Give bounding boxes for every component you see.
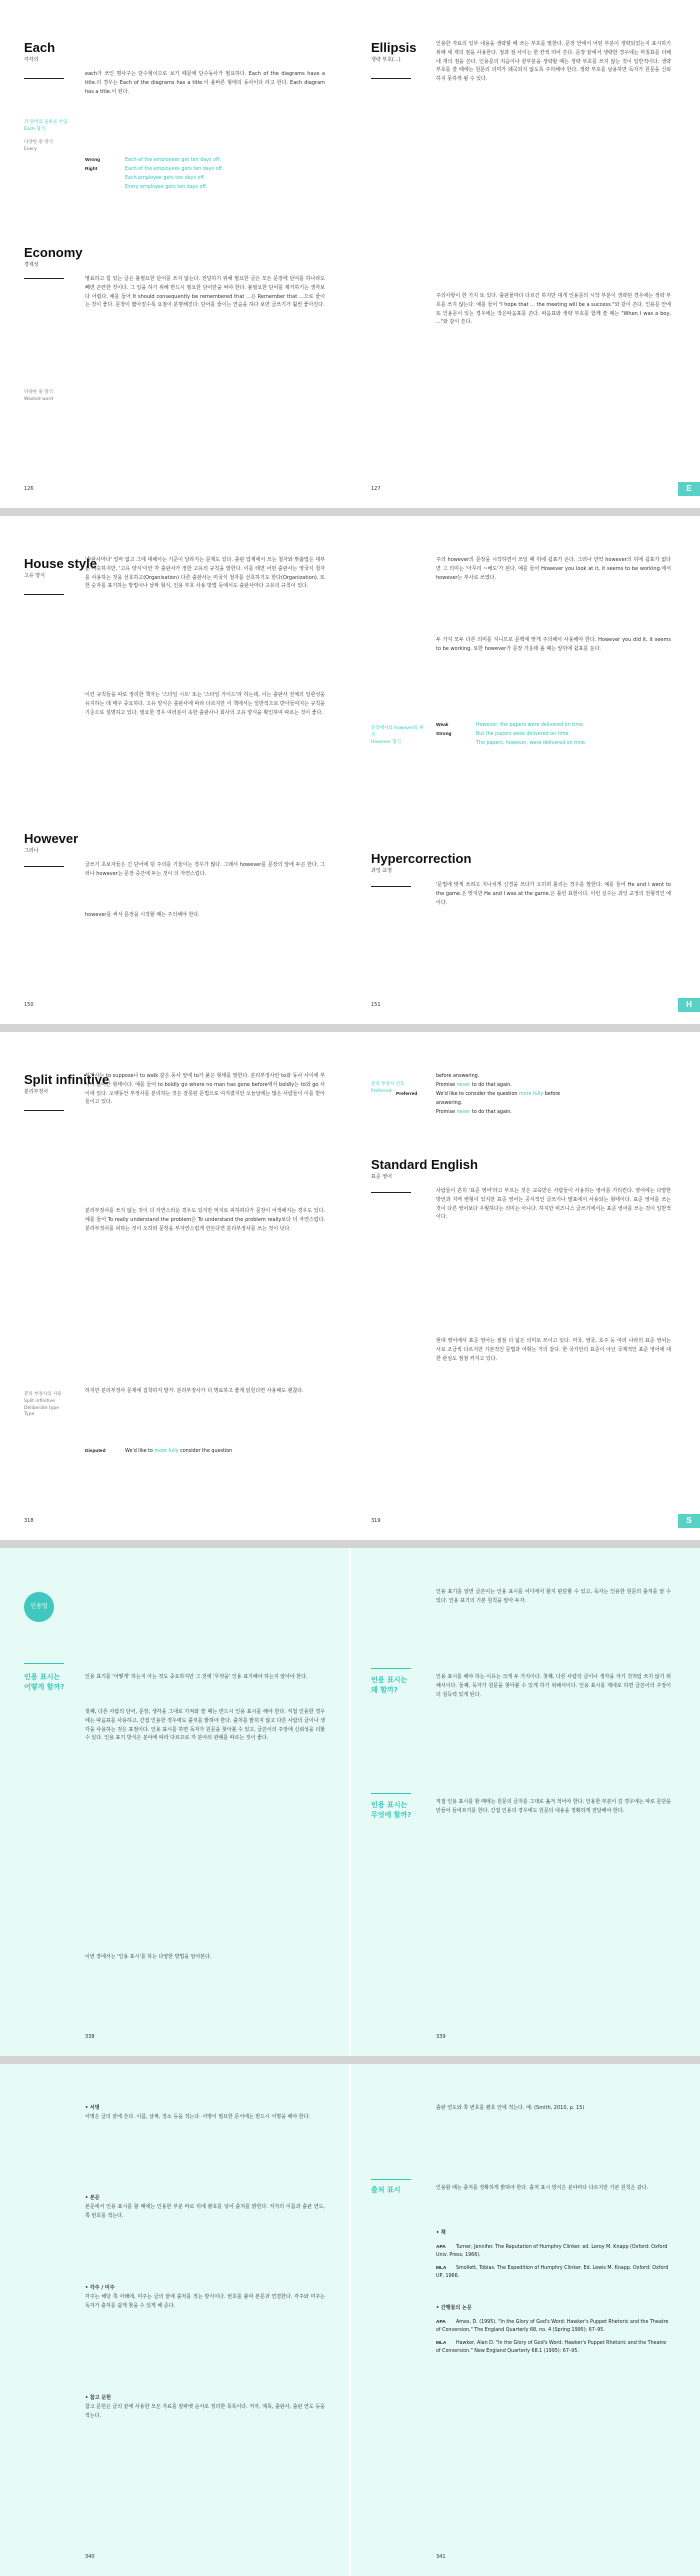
section-label: • 간행물의 논문 [436, 2305, 472, 2311]
body-text: 주의 however의 문장을 시작하면서 쓰일 때 뒤에 쉼표가 온다. 그러나 만약 however의 뒤에 쉼표가 없다면 그 의미는 '아무리 ~해도'가 된다. 예를 들어 However you look at it, it seems to be working.에서 however는 부사로 쓰였다. [436, 557, 671, 581]
reference-item: APA Ames, D. (1995). "In the Glory of God's Word: Hawker's Puppet Rhetoric and the Theatre of Conversion," The England Quarterly 68, no. 4 (Spring 1995): 67–95. [436, 2320, 669, 2333]
page-number: 339 [436, 2034, 446, 2040]
page-318 [0, 1032, 349, 1540]
page-126 [0, 0, 349, 508]
example-line: before answering. [436, 1074, 480, 1079]
example-line: Promise never to do that again. [436, 1110, 512, 1116]
body-text: 분리부정사를 쓰지 않는 것이 더 자연스러운 경우도 있지만 억지로 피하려다가 문장이 어색해지는 경우도 있다. 예를 들어 To really understand the problem은 To understand the problem really보다 더 자연스럽다. 분리부정사를 피하는 것이 오히려 문장을 부자연스럽게 만든다면 분리부정사를 쓰는 것이 낫다. [85, 1208, 325, 1232]
side-note: 문장에서의 however의 위치 However 형식 [371, 726, 424, 745]
example-line: Disputed We'd like to more fully consider the question [85, 1449, 233, 1454]
page-319 [351, 1032, 700, 1540]
reference-item: APA Turner, Jennifer. The Reputation of Humphry Clinker. ed. Leroy M. Knapp (Oxford: Oxford Univ. Press, 1966). [436, 2245, 668, 2258]
section-tab[interactable]: E [678, 482, 700, 496]
side-note: 다양한 용 방식 Wasted word [24, 390, 54, 402]
page-127 [351, 0, 700, 508]
page-number: 127 [371, 486, 381, 492]
body-text: 현대 영어에서 표준 영어는 점점 더 넓은 의미로 쓰이고 있다. 미국, 영국, 호주 등 여러 나라의 표준 영어는 서로 조금씩 다르지만 기본적인 문법과 어휘는 거의 같다. 한 국가만의 표준이 아닌 국제적인 표준 영어에 대한 관심도 점점 커지고 있다. [436, 1338, 671, 1362]
body-text: each가 쓰인 명사구는 단수형이므로 보기 때문에 단수동사가 필요하다. Each of the diagrams have a title.의 경우는 Each of the diagrams has a title.이 올바른 형태의 동사이다 라고 한다. Each diagram has a title.이 된다. [85, 71, 325, 95]
body-text: 첫째, 다른 사람의 단어, 문장, 생각을 그대로 가져와 쓸 때는 반드시 인용 표시를 해야 한다. 직접 인용한 경우에는 따옴표를 사용하고, 간접 인용한 경우에도 출처를 밝혀야 한다. 출처를 밝히지 않고 다른 사람의 글이나 생각을 사용하는 것은 표절이다. 인용 표시를 하면 독자가 원문을 찾아볼 수 있고, 글쓴이의 주장에 신뢰성을 더할 수 있다. 인용 표기 방식은 분야에 따라 다르므로 각 분야의 관례를 따르는 것이 좋다. [85, 1709, 325, 1742]
example-line: Wrong Each of the employees get ten days off. [85, 158, 221, 163]
example-line: answering. [436, 1101, 463, 1107]
body-text: 인용 표시를 해야 하는 이유는 크게 두 가지이다. 첫째, 다른 사람의 글이나 생각을 자기 것처럼 쓰지 않기 위해서이다. 둘째, 독자가 원문을 찾아볼 수 있게 하기 위해서이다. 인용 표시를 제대로 하면 글쓴이의 주장이 더 설득력 있게 된다. [436, 1674, 671, 1698]
body-text: 출판 연도와 쪽 번호를 괄호 안에 적는다. 예: (Smith, 2010, p. 15) [436, 2105, 585, 2111]
spread-3 [0, 1032, 700, 1540]
examples [396, 1072, 676, 1118]
entry-title: Standard English [371, 1157, 478, 1172]
page-number: 341 [436, 2554, 446, 2560]
question-heading: 인용 표시는 무엇에 할까? [371, 1801, 412, 1819]
body-text: 사람들이 흔히 '표준 영어'라고 부르는 것은 교육받은 사람들이 사용하는 영어를 가리킨다. 영어에는 다양한 방언과 지역 변형이 있지만 표준 영어는 공식적인 글쓰기나 발표에서 사용되는 형태이다. 표준 영어를 쓰는 것이 다른 영어보다 우월하다는 의미는 아니다. 하지만 비즈니스 글쓰기에서는 표준 영어를 쓰는 것이 일반적이다. [436, 1188, 671, 1221]
body-text: 부정사는 to suppose나 to walk 같은 동사 앞에 to가 붙은 형태를 말한다. 분리부정사란 to와 동사 사이에 부사가 들어간 형태이다. 예를 들어 to boldly go where no man has gone before에서 boldly는 to와 go 사이에 있다. 오랫동안 부정사를 분리하는 것은 잘못된 문법으로 여겨졌지만 오늘날에는 많은 사람들이 이를 받아들이고 있다. [85, 1073, 325, 1106]
spread-5 [0, 2064, 700, 2576]
divider [371, 1192, 411, 1193]
entry-subtitle: 분리부정사 [24, 1089, 49, 1095]
entry-subtitle: 고유 양식 [24, 573, 45, 579]
body-text: 이번 장에서는 '인용 표시'를 하는 다양한 방법을 알아본다. [85, 1954, 212, 1960]
list-item: • 본문 본문에서 인용 표시를 할 때에는 인용한 부분 바로 뒤에 괄호를 넣어 출처를 밝힌다. 저자의 이름과 출판 연도, 쪽 번호를 적는다. [85, 2195, 325, 2219]
question-heading: 인용 표시는 어떻게 할까? [24, 1673, 65, 1691]
entry-subtitle: 그러나 [24, 848, 39, 854]
divider [371, 886, 411, 887]
divider [371, 1793, 411, 1794]
divider [371, 1668, 411, 1669]
body-text: 인용 표기를 알면 글쓴이는 인용 표시를 어디에서 할지 판단할 수 있고, 독자는 인용한 원문의 출처를 알 수 있다. 인용 표기의 기본 원칙을 알아 두자. [436, 1589, 671, 1604]
entry-title: House style [24, 556, 97, 571]
body-text: however를 써서 문장을 시작할 때는 주의해야 한다. [85, 912, 200, 918]
body-text: 인용할 때는 출처를 정확하게 밝혀야 한다. 출처 표시 방식은 분야마다 다르지만 기본 원칙은 같다. [436, 2185, 649, 2191]
spread-4 [0, 1548, 700, 2056]
entry-subtitle: 경제성 [24, 262, 39, 268]
list-item: • 각주 / 미주 각주는 해당 쪽 아래에, 미주는 글의 끝에 출처를 적는 방식이다. 번호를 붙여 본문과 연결한다. 각주와 미주는 독자가 출처를 쉽게 찾을 수 있게 해 준다. [85, 2285, 325, 2309]
page-number: 338 [85, 2034, 95, 2040]
body-text: 명료하고 힘 있는 글은 불필요한 단어를 쓰지 않는다. 전달하기 위해 필요한 글은 모든 문장에 단어를 하나라도 빼면 곤란한 것이다. 그 일을 하기 위해 반드시 필요한 단어만을 써야 한다. 불필요한 단어를 제거하기는 생각보다 어렵다. 예를 들어 It should consequently be remembered that ...은 Remember that ...으로 줄이는 것이 좋다. 문장이 짧아질수록 요점이 분명해진다. 단어를 줄이는 연습을 하다 보면 글쓰기가 훨씬 좋아진다. [85, 276, 325, 309]
divider [371, 2179, 411, 2180]
spread-2 [0, 516, 700, 1024]
side-note: 분리 부정사의 사용 Split infinitive Deliberate type Type [24, 1392, 62, 1418]
page-number: 318 [24, 1518, 34, 1524]
body-text: 주의사항이 한 가지 또 있다. 출판물마다 다르긴 하지만 대개 인용문의 시작 부분이 생략된 경우에는 생략 부호를 쓰지 않는다. 예를 들어 "I hope that ... the meeting will be a success."와 같이 쓴다. 인용문 안에 또 인용문이 있는 경우에는 작은따옴표를 쓴다. 따옴표와 생략 부호를 함께 쓸 때는 "When I was a boy, ..."와 같이 쓴다. [436, 293, 671, 326]
page-339 [351, 1548, 700, 2056]
example-line: Weak However, the papers were delivered on time. [436, 723, 585, 728]
reference-list [436, 2244, 671, 2281]
page-number: 126 [24, 486, 34, 492]
body-text: 하지만 분리부정사 문제에 집착하지 말자. 분리부정사가 더 명료하고 좋게 읽힌다면 사용해도 괜찮다. [85, 1388, 304, 1394]
entry-subtitle: 각각의 [24, 57, 39, 63]
question-heading: 출처 표시 [371, 2186, 401, 2194]
example-line: Every employee gets ten days off. [125, 185, 208, 191]
spread-1 [0, 0, 700, 508]
body-text: 이런 규칙들을 따로 정리한 책자는 '스타일 시트' 또는 '스타일 가이드'라 하는데, 이는 출판사 전체의 일관성을 유지하는 데 매우 중요하다. 고유 양식은 출판사에 따라 다르지만 이 책에서는 일반적으로 받아들여지는 규칙을 기준으로 설명하고 있다. 필요한 경우 여러분이 속한 출판사나 회사의 고유 양식을 확인하여 따르는 것이 좋다. [85, 692, 325, 716]
body-text: 두 가지 모두 다른 의미를 지니므로 문맥에 맞게 주의해서 사용해야 한다. However you did it, it seems to be working. 또한 however가 문장 가운데 올 때는 앞뒤에 쉼표를 둔다. [436, 637, 671, 652]
entry-title: Ellipsis [371, 40, 417, 55]
entry-title: However [24, 831, 79, 846]
divider [24, 1663, 64, 1664]
divider [24, 278, 64, 279]
examples [85, 156, 325, 192]
section-tab[interactable]: S [678, 1514, 700, 1528]
list-item: • 참고 문헌 참고 문헌은 글의 끝에 사용한 모든 자료를 알파벳 순서로 정리한 목록이다. 저자, 제목, 출판사, 출판 연도 등을 적는다. [85, 2395, 325, 2419]
page-number: 151 [371, 1002, 381, 1008]
entry-subtitle: 생략 부호(...) [371, 57, 401, 63]
entry-subtitle: 표준 영어 [371, 1174, 392, 1180]
entry-subtitle: 과잉 교정 [371, 868, 392, 874]
question-heading: 인용 표시는 왜 할까? [371, 1676, 408, 1694]
divider [24, 594, 64, 595]
example-line: Right Each of the employees gets ten days off. [85, 167, 224, 173]
example-line: Preferred We'd like to consider the question more fully before [396, 1092, 561, 1098]
example-line: Each employee gets ten days off. [125, 176, 206, 182]
divider [24, 1110, 64, 1111]
example-line: Promise never to do that again. [436, 1083, 512, 1089]
page-340 [0, 2064, 349, 2576]
example-line: The papers, however, were delivered on time. [476, 741, 587, 747]
body-text: 인용한 자료의 일부 내용을 생략할 때 쓰는 부호를 말한다. 문장 안에서 어떤 부분이 생략되었는지 표시하기 위해 세 개의 점을 사용한다. 점과 점 사이는 한 칸씩 띄어 쓴다. 문장 끝에서 생략한 경우에는 마침표를 더해 네 개의 점을 쓴다. 인용문의 처음이나 끝부분을 생략할 때는 생략 부호를 쓰지 않는 것이 일반적이다. 생략 부호를 쓸 때에는 원문의 의미가 왜곡되지 않도록 주의해야 한다. 생략 부호를 남용하면 독자가 원문을 신뢰하지 못하게 될 수 있다. [436, 41, 671, 82]
page-150 [0, 516, 349, 1024]
reference-item: MLA Hawker, Alan D. "In the Glory of God's Word: Hawker's Puppet Rhetoric and the Theatre of Conversion." New England Quarterly 68.1 (1995): 67–95. [436, 2341, 667, 2355]
divider [371, 78, 411, 79]
page-number: 150 [24, 1002, 34, 1008]
page-338 [0, 1548, 349, 2056]
entry-title: Economy [24, 245, 83, 260]
examples [436, 721, 671, 748]
divider [24, 866, 64, 867]
side-note: 각 단어의 올바른 쓰임 Each 형식 [24, 120, 68, 132]
side-note: 다양한 용 방식 Every [24, 140, 53, 152]
body-text: 직접 인용 표시를 할 때에는 원문의 글자를 그대로 옮겨 적어야 한다. 인용한 부분이 길 경우에는 따로 문단을 만들어 들여쓰기를 한다. 간접 인용의 경우에도 원문의 내용을 정확하게 전달해야 한다. [436, 1799, 671, 1814]
entry-title: Each [24, 40, 56, 55]
body-text: 글쓰기 초보자들은 긴 단어에 덜 주의를 기울이는 경우가 많다. 그래서 however를 문장의 앞에 두곤 한다. 그러나 however는 문장 중간에 두는 것이 더 자연스럽다. [85, 862, 325, 877]
reference-item: MLA Smollett, Tobias. The Expedition of Humphry Clinker. Ed. Lewis M. Knapp. Oxford: Oxford UP, 1966. [436, 2266, 669, 2280]
side-note: 분리 부정사 선호 Preferred [371, 1082, 405, 1094]
section-label: • 책 [436, 2230, 446, 2236]
page-number: 340 [85, 2554, 95, 2560]
body-text: '출판사마다' 얼마 없고 그에 대해서는 기준이 달라지는 문제도 있다. 출판 업계에서 쓰는 철자와 맞춤법은 대부분 비슷하지만, '고유 양식'이란 각 출판사가 정한 고유의 규칙을 말한다. 이를 테면 어떤 출판사는 영국식 철자를 사용하는 것을 선호하고(Organisation) 다른 출판사는 미국식 철자를 선호하기도 한다(Organization). 또한 숫자를 표기하는 방법이나 날짜 형식, 인용 부호 사용 방법 등에서도 출판사마다 고유의 규칙이 있다. [85, 557, 325, 590]
entry-title: Hypercorrection [371, 851, 472, 866]
section-tab[interactable]: H [678, 998, 700, 1012]
list-item: • 서명 서명은 글의 끝에 쓴다. 이름, 날짜, 장소 등을 적는다. 서명이 필요한 문서에는 반드시 서명을 해야 한다. [85, 2105, 310, 2120]
page-number: 319 [371, 1518, 381, 1524]
entry-title: Split infinitive [24, 1072, 110, 1087]
body-text: '문법에 맞게 쓰려고 지나치게 신경을 쓰다가 오히려 틀리는 경우를 말한다. 예를 들어 He and I went to the game.은 맞지만 He and I was at the game.은 틀린 표현이다. 이런 실수는 과잉 교정의 전형적인 예이다. [436, 882, 671, 906]
page-151 [351, 516, 700, 1024]
page-341 [351, 2064, 700, 2576]
reference-list [436, 2319, 671, 2356]
example-line: Strong But the papers were delivered on time. [436, 732, 571, 738]
divider [24, 78, 64, 79]
body-text: 인용 표기를 '어떻게' 하는지 아는 것도 중요하지만 그 전에 '무엇을' 인용 표기해야 하는지 알아야 한다. [85, 1674, 308, 1680]
chapter-badge: 인용법 [24, 1592, 54, 1622]
